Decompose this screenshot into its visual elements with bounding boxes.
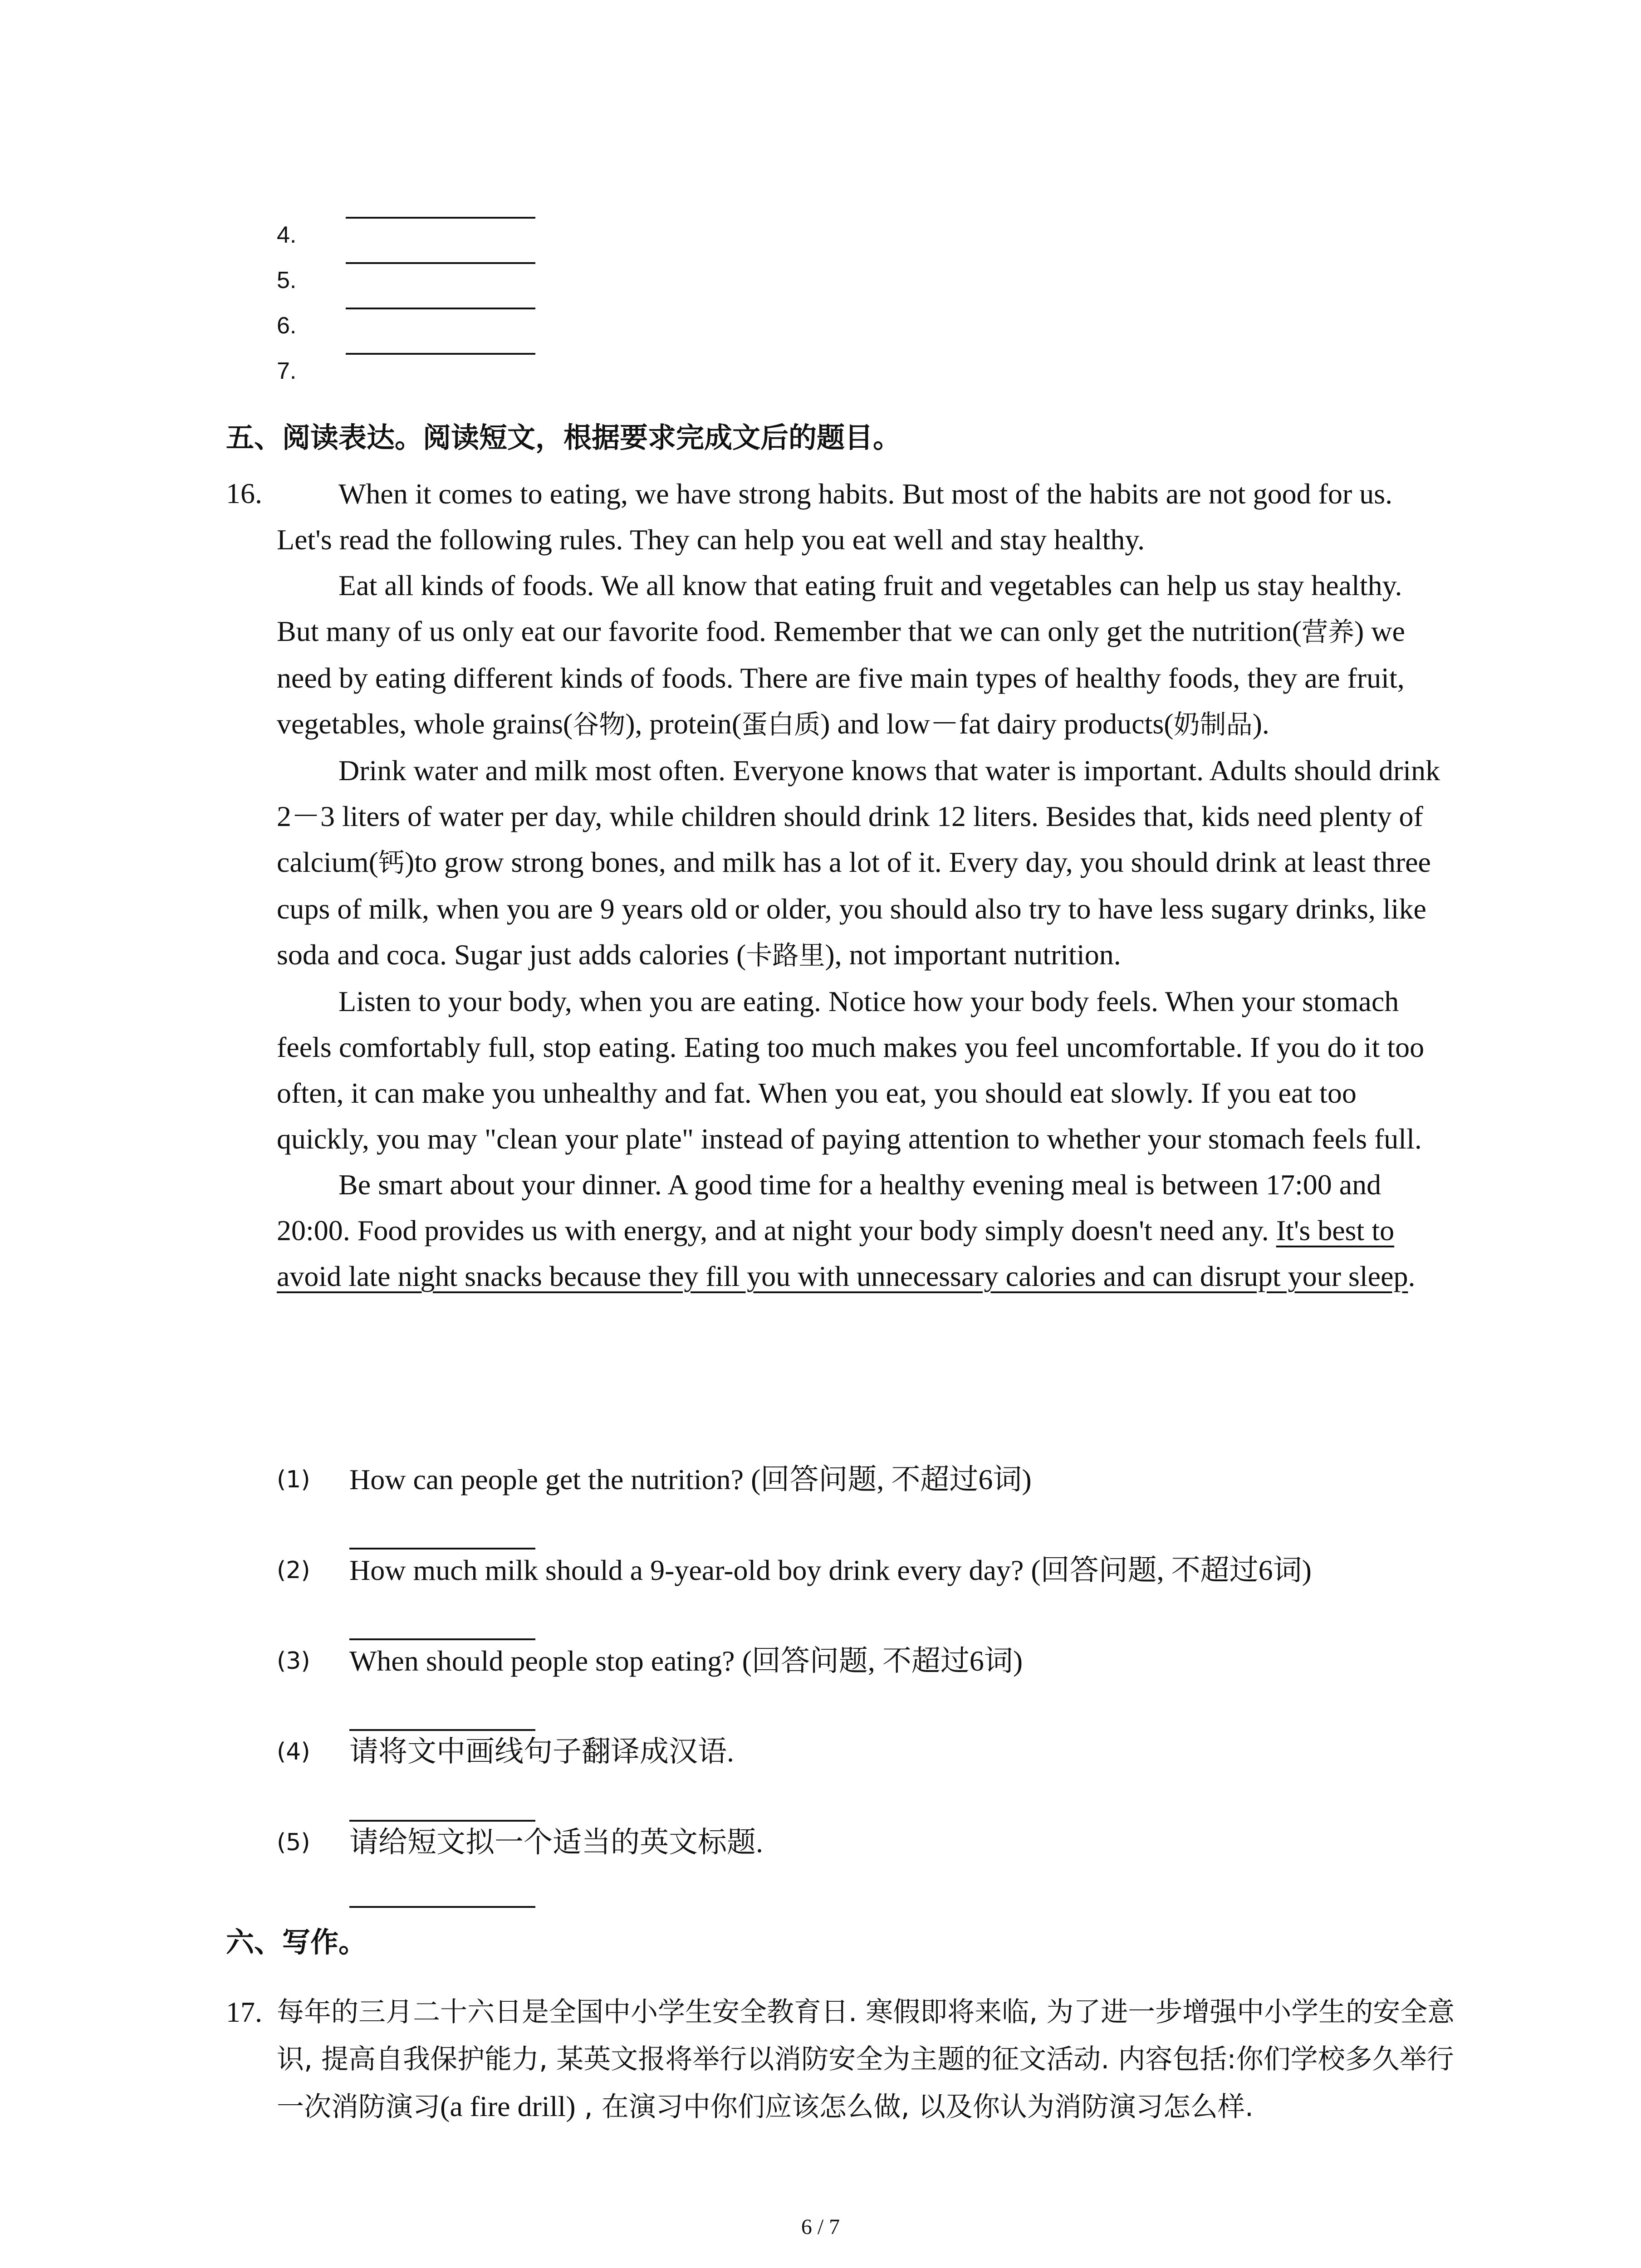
passage-paragraph: Drink water and milk most often. Everyone knows that water is important. Adults should drink 2－3 liters of water per day, while children should drink 12 liters. Besides that, kids need plenty of calcium(钙)to grow strong bones, and milk has a lot of it. Every day, you should drink at least three cups of milk, when you are 9 years old or older, you should also try to have less sugary drinks, like soda and coca. Sugar just adds calories (卡路里), not important nutrition. — [277, 754, 1440, 971]
sub-question-text: When should people stop eating? (回答问题, 不超过6词) — [349, 1645, 1023, 1677]
sub-question-text: How much milk should a 9-year-old boy drink every day? (回答问题, 不超过6词) — [349, 1554, 1312, 1586]
answer-blank-line[interactable] — [346, 262, 535, 264]
answer-blank-line[interactable] — [346, 308, 535, 309]
page-number: 6 / 7 — [801, 2215, 840, 2239]
sub-question-number: (3) — [277, 1647, 310, 1675]
section-heading-writing: 六、写作。 — [226, 1926, 367, 1959]
question-number: 17. — [226, 1996, 262, 2028]
answer-blank-line[interactable] — [349, 1820, 535, 1822]
passage-paragraph: When it comes to eating, we have strong habits. But most of the habits are not good for us. Let's read the following rules. They can help you eat well and stay healthy. — [277, 478, 1393, 556]
answer-blank-line[interactable] — [349, 1906, 535, 1908]
underlined-sentence: It's best to avoid late night snacks because they fill you with unnecessary calories and can disrupt your sleep — [277, 1214, 1408, 1292]
answer-blank-line[interactable] — [346, 217, 535, 219]
writing-prompt: 每年的三月二十六日是全国中小学生安全教育日. 寒假即将来临, 为了进一步增强中小学生的安全意识, 提高自我保护能力, 某英文报将举行以消防安全为主题的征文活动. 内容包括:你们学校多久举行一次消防演习(a fire drill) , 在演习中你们应该怎么做, 以及你认为消防演习怎么样. — [277, 1996, 1455, 2123]
blank-number: 5. — [277, 267, 297, 293]
sub-question-number: (4) — [277, 1738, 310, 1765]
sub-question-text: 请给短文拟一个适当的英文标题. — [349, 1826, 763, 1858]
blank-number: 6. — [277, 313, 297, 339]
reading-passage — [277, 471, 1447, 1299]
sub-question-text: How can people get the nutrition? (回答问题, 不超过6词) — [349, 1463, 1032, 1496]
passage-paragraph: Eat all kinds of foods. We all know that eating fruit and vegetables can help us stay healthy. But many of us only eat our favorite food. Remember that we can only get the nutrition(营养) we need by eating different kinds of foods. There are five main types of healthy foods, they are fruit, vegetables, whole grains(谷物), protein(蛋白质) and low－fat dairy products(奶制品). — [277, 569, 1405, 740]
sub-question-number: (5) — [277, 1829, 310, 1856]
sub-question-number: (1) — [277, 1466, 310, 1493]
answer-blank-line[interactable] — [349, 1638, 535, 1640]
section-heading-reading: 五、阅读表达。阅读短文，根据要求完成文后的题目。 — [226, 421, 901, 454]
sub-question-text: 请将文中画线句子翻译成汉语. — [349, 1735, 734, 1768]
blank-number: 4. — [277, 222, 297, 248]
question-number: 16. — [226, 477, 262, 509]
answer-blank-line[interactable] — [346, 353, 535, 355]
passage-paragraph: Be smart about your dinner. A good time for a healthy evening meal is between 17:00 and 20:00. Food provides us with energy, and at night your body simply doesn't need any. It's best to avoid late night snacks because they fill you with unnecessary calories and can disrupt your sleep. — [277, 1168, 1416, 1292]
sub-question-number: (2) — [277, 1557, 310, 1584]
answer-blank-line[interactable] — [349, 1729, 535, 1731]
blank-number: 7. — [277, 358, 297, 384]
passage-paragraph: Listen to your body, when you are eating. Notice how your body feels. When your stomach feels comfortably full, stop eating. Eating too much makes you feel uncomfortable. If you do it too often, it can make you unhealthy and fat. When you eat, you should eat slowly. If you eat too quickly, you may "clean your plate" instead of paying attention to whether your stomach feels full. — [277, 985, 1425, 1155]
answer-blank-line[interactable] — [349, 1548, 535, 1549]
